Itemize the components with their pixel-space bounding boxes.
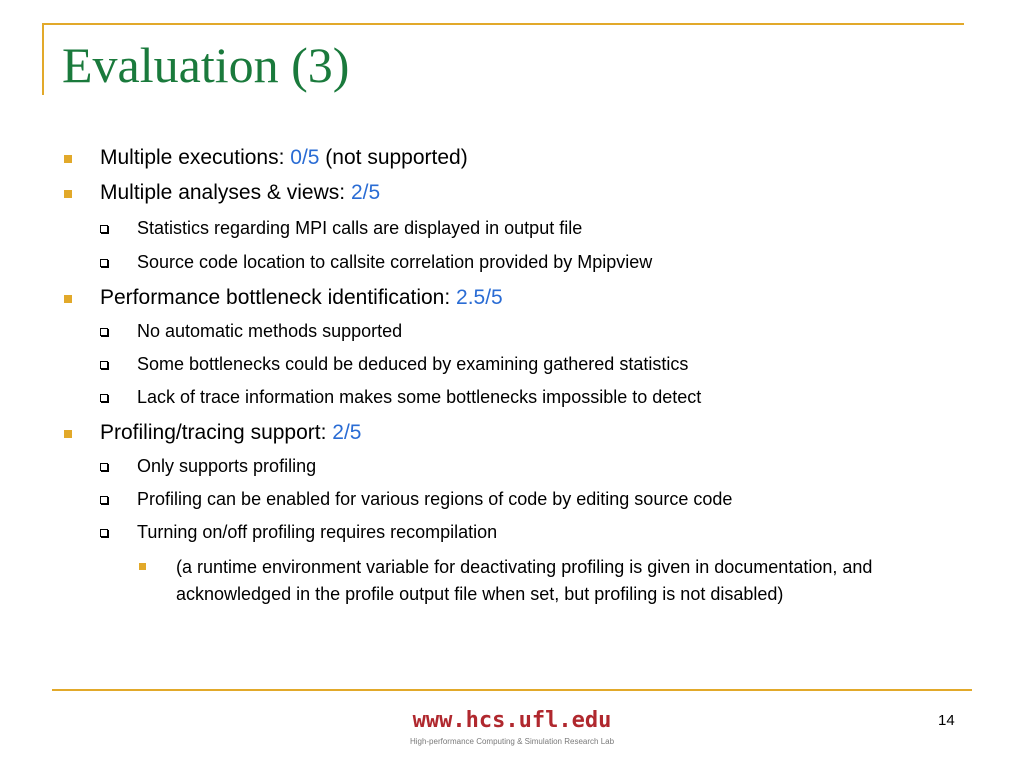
square-bullet-icon (64, 155, 72, 163)
footer-divider (52, 689, 972, 691)
score-value: 2.5/5 (456, 286, 503, 309)
square-bullet-icon (64, 430, 72, 438)
score-value: 0/5 (290, 146, 320, 169)
hollow-square-bullet-icon (100, 225, 108, 233)
score-value: 2/5 (332, 421, 362, 444)
bullet-suffix: (not supported) (319, 146, 468, 169)
hollow-square-bullet-icon (100, 328, 108, 336)
frame-left-rule (42, 23, 44, 95)
sub-bullet-text: No automatic methods supported (137, 321, 403, 341)
bullet-text (100, 421, 362, 445)
square-bullet-icon (64, 190, 72, 198)
hollow-square-bullet-icon (100, 259, 108, 267)
sub-bullet-text: Source code location to callsite correlation provided by Mpipview (137, 252, 653, 272)
bullet-text (100, 181, 380, 205)
slide-title: Evaluation (3) (62, 37, 350, 93)
footer-lab-name: High-performance Computing & Simulation Research Lab (409, 737, 615, 746)
bullet-label: Performance bottleneck identification: (100, 286, 457, 309)
sub-bullet-text: Statistics regarding MPI calls are displayed in output file (137, 218, 583, 238)
bullet-label: Profiling/tracing support: (100, 421, 333, 444)
page-number: 14 (938, 712, 955, 729)
sub-bullet-text: Lack of trace information makes some bottlenecks impossible to detect (137, 387, 702, 407)
bullet-text (100, 286, 503, 310)
hollow-square-bullet-icon (100, 529, 108, 537)
bullet-text (100, 146, 468, 170)
hollow-square-bullet-icon (100, 394, 108, 402)
hollow-square-bullet-icon (100, 496, 108, 504)
square-bullet-icon (64, 295, 72, 303)
sub-sub-bullet-text: (a runtime environment variable for deactivating profiling is given in documentation, and acknowledged in the profile output file when set, but profiling is not disabled) (176, 557, 873, 604)
sub-bullet-text: Only supports profiling (137, 456, 317, 476)
hollow-square-bullet-icon (100, 463, 108, 471)
bullet-label: Multiple analyses & views: (100, 181, 351, 204)
sub-bullet-text: Profiling can be enabled for various regions of code by editing source code (137, 489, 733, 509)
frame-top-rule (42, 23, 964, 25)
footer-url: www.hcs.ufl.edu (412, 708, 612, 733)
score-value: 2/5 (350, 181, 381, 204)
sub-bullet-text: Some bottlenecks could be deduced by examining gathered statistics (137, 354, 689, 374)
hollow-square-bullet-icon (100, 361, 108, 369)
sub-bullet-text: Turning on/off profiling requires recompilation (137, 522, 498, 542)
square-bullet-icon (139, 563, 146, 570)
bullet-label: Multiple executions: (100, 146, 291, 169)
